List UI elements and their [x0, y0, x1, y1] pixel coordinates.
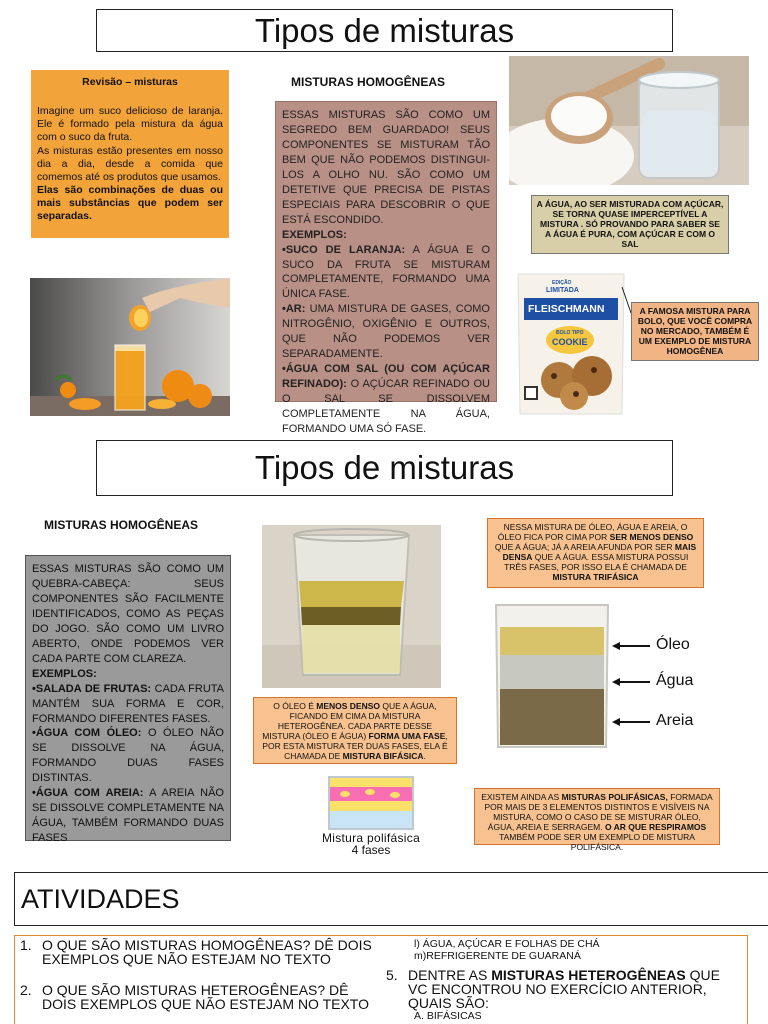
homog1-examples-label: EXEMPLOS:	[282, 228, 347, 241]
trifasica-note	[487, 518, 704, 588]
review-box	[31, 70, 229, 238]
question-5-text	[408, 968, 726, 1010]
question-2-number: 2.	[20, 982, 32, 998]
hetero-ex2-label: •ÁGUA COM ÓLEO:	[32, 727, 142, 740]
page-title-2-text: Tipos de misturas	[254, 449, 515, 486]
label-oil: Óleo	[656, 636, 690, 653]
bif-b3: MISTURA BIFÁSICA	[342, 751, 424, 762]
bif-t1: O ÓLEO É	[273, 701, 317, 711]
q5-bold: MISTURAS HETEROGÊNEAS	[491, 967, 686, 983]
hetero-ex3-label: •ÁGUA COM AREIA:	[32, 787, 144, 800]
hetero-ex2-text: O ÓLEO NÃO SE DISSOLVE NA ÁGUA, FORMANDO DUAS FASES DISTINTAS.	[32, 727, 224, 785]
sugar-note: A ÁGUA, AO SER MISTURADA COM AÇÚCAR, SE TORNA QUASE IMPERCEPTÍVEL A MISTURA . SÓ PROVANDO PARA SABER SE A ÁGUA É PURA, COM AÇÚCAR E COM O SAL	[531, 195, 729, 254]
package-flavor: COOKIE	[552, 337, 588, 347]
tri-b2: MAIS DENSA	[502, 542, 697, 563]
question-1-text: O QUE SÃO MISTURAS HOMOGÊNEAS? DÊ DOIS EXEMPLOS QUE NÃO ESTEJAM NO TEXTO	[42, 937, 372, 967]
question-5-number: 5.	[386, 967, 398, 983]
pol-t1: EXISTEM AINDA AS	[481, 792, 562, 802]
orange-juice-image	[30, 278, 230, 416]
homog1-ex1-label: •SUCO DE LARANJA:	[282, 243, 406, 256]
activities-header	[14, 872, 768, 926]
homog1-ex2-text: UMA MISTURA DE GASES, COMO NITROGÊNIO, OXIGÊNIO E OUTROS, QUE NÃO PODEMOS VER SEPARADAMENTE.	[282, 303, 490, 361]
label-sand: Areia	[656, 712, 694, 729]
package-badge-bottom: LIMITADA	[546, 287, 579, 294]
bif-t3: , POR ESTA MISTURA TER DUAS FASES, ELA É CHAMADA DE	[262, 731, 448, 762]
trifasica-beaker-diagram	[490, 601, 715, 751]
bifasica-note	[253, 697, 457, 764]
homog1-ex1-text: A ÁGUA E O SUCO DA FRUTA SE MISTURAM COMPLETAMENTE, FORMANDO UMA ÚNICA FASE.	[282, 243, 491, 301]
q5-t2: QUE VC ENCONTROU NO EXERCÍCIO ANTERIOR, QUAIS SÃO:	[408, 967, 720, 1011]
hetero-ex1-label: •SALADA DE FRUTAS:	[32, 682, 152, 695]
heterogeneous-text	[25, 555, 231, 845]
page-title-1-text: Tipos de misturas	[254, 11, 515, 49]
review-p2: As misturas estão presentes em nosso dia a dia, desde a comida que comemos até os produtos que usamos.	[37, 144, 223, 183]
page-title-2	[96, 440, 673, 496]
cake-note: A FAMOSA MISTURA PARA BOLO, QUE VOCÊ COMPRA NO MERCADO, TAMBÉM É UM EXEMPLO DE MISTURA HOMOGÊNEA	[631, 302, 759, 361]
label-water: Água	[656, 672, 694, 689]
package-brand: FLEISCHMANN	[528, 303, 605, 315]
hetero-intro: ESSAS MISTURAS SÃO COMO UM QUEBRA-CABEÇA: SEUS COMPONENTES SÃO FACILMENTE IDENTIFICADOS, COMO AS PEÇAS DO JOGO. SÃO COMO UM LIVRO ABERTO, ONDE PODEMOS VER CADA PARTE COM CLAREZA.	[32, 563, 224, 665]
polifasica-image	[285, 773, 450, 856]
homog1-ex3-text: O AÇÚCAR REFINADO OU O SAL SE DISSOLVEM COMPLETAMENTE NA ÁGUA, FORMANDO UMA SÓ FASE.	[282, 378, 490, 436]
tri-b3: MISTURA TRIFÁSICA	[552, 572, 639, 583]
review-p1: Imagine um suco delicioso de laranja. Ele é formado pela mistura da água com o suco da fruta.	[37, 105, 223, 144]
activities-title: ATIVIDADES	[21, 883, 180, 914]
pol-b1: MISTURAS POLIFÁSICAS,	[561, 792, 668, 802]
homogeneous-text-1	[275, 101, 497, 436]
question-1	[20, 938, 375, 966]
bif-t2: QUE A ÁGUA, FICANDO EM CIMA DA MISTURA HETEROGÊNEA. CADA PARTE DESSE MISTURA (ÓLEO E ÁGUA)	[262, 701, 437, 742]
tri-t1: NESSA MISTURA DE ÓLEO, ÁGUA E AREIA, O ÓLEO FICA POR CIMA POR	[497, 522, 688, 543]
oil-water-glass-image	[262, 525, 441, 688]
polifasica-caption-1: Mistura polifásica	[321, 831, 421, 845]
tri-b1: SER MENOS DENSO	[609, 532, 694, 543]
package-sub: BOLO TIPO	[556, 330, 584, 336]
question-5	[386, 968, 726, 1010]
question-1-number: 1.	[20, 937, 32, 953]
page-title-1	[96, 9, 673, 52]
question-2	[20, 983, 375, 1011]
sugar-water-image	[509, 56, 749, 185]
tri-t3: QUE A ÁGUA. ESSA MISTURA POSSUI TRÊS FASES, POR ISSO ELA É CHAMADA DE	[504, 552, 689, 573]
hetero-ex3-text: A AREIA NÃO SE DISSOLVE COMPLETAMENTE NA ÁGUA, TAMBÉM FORMANDO DUAS FASES	[32, 787, 224, 845]
bif-b2: FORMA UMA FASE	[368, 731, 446, 742]
package-badge-top: EDIÇÃO	[552, 280, 572, 286]
pol-b2: O AR QUE RESPIRAMOS	[604, 822, 707, 833]
homog1-ex2-label: •AR:	[282, 303, 306, 316]
question-5-option-a: A. BIFÁSICAS	[414, 1010, 482, 1022]
bif-t4: .	[423, 751, 426, 762]
review-p3: Elas são combinações de duas ou mais substâncias que podem ser separadas.	[37, 183, 223, 223]
item-l: l) ÁGUA, AÇÚCAR E FOLHAS DE CHÁ	[414, 938, 600, 950]
review-heading: Revisão – misturas	[82, 76, 178, 88]
tri-t2: QUE A ÁGUA; JÁ A AREIA AFUNDA POR SER	[494, 542, 675, 553]
pol-t3: TAMBÉM PODE SER UM EXEMPLO DE MISTURA POLIFÁSICA.	[499, 832, 695, 853]
pol-t2: FORMADA POR MAIS DE 3 ELEMENTOS DISTINTOS E VISÍVEIS NA MISTURA, COMO O CASO DE SE MISTURAR ÓLEO, ÁGUA, AREIA E SERRAGEM.	[484, 792, 713, 833]
item-m: m)REFRIGERENTE DE GUARANÁ	[414, 950, 581, 962]
hetero-ex1-text: CADA FRUTA MANTÉM SUA FORMA E COR, FORMANDO DIFERENTES FASES.	[32, 682, 224, 725]
polifasica-note	[474, 788, 720, 853]
cake-mix-package-image	[514, 268, 628, 418]
homog1-intro: ESSAS MISTURAS SÃO COMO UM SEGREDO BEM GUARDADO! SEUS COMPONENTES SE MISTURAM TÃO BEM QUE NÃO PODEMOS DISTINGUI-LOS A OLHO NU. SÃO COMO UM DETETIVE QUE PRECISA DE PISTAS ESPECIAIS PARA DESCOBRIR O QUE ESTÁ ESCONDIDO.	[282, 109, 490, 226]
hetero-examples-label: EXEMPLOS:	[32, 667, 97, 680]
homog1-ex3-label: •ÁGUA COM SAL (OU COM AÇÚCAR REFINADO):	[282, 363, 490, 391]
bif-b1: MENOS DENSO	[316, 701, 381, 711]
homogeneous-heading-1: MISTURAS HOMOGÊNEAS	[291, 75, 446, 89]
q5-t1: DENTRE AS	[408, 967, 492, 983]
question-2-text: O QUE SÃO MISTURAS HETEROGÊNEAS? DÊ DOIS EXEMPLOS QUE NÃO ESTEJAM NO TEXTO	[42, 982, 369, 1012]
homogeneous-heading-2: MISTURAS HOMOGÊNEAS	[44, 518, 199, 532]
polifasica-caption-2: 4 fases	[351, 843, 391, 857]
